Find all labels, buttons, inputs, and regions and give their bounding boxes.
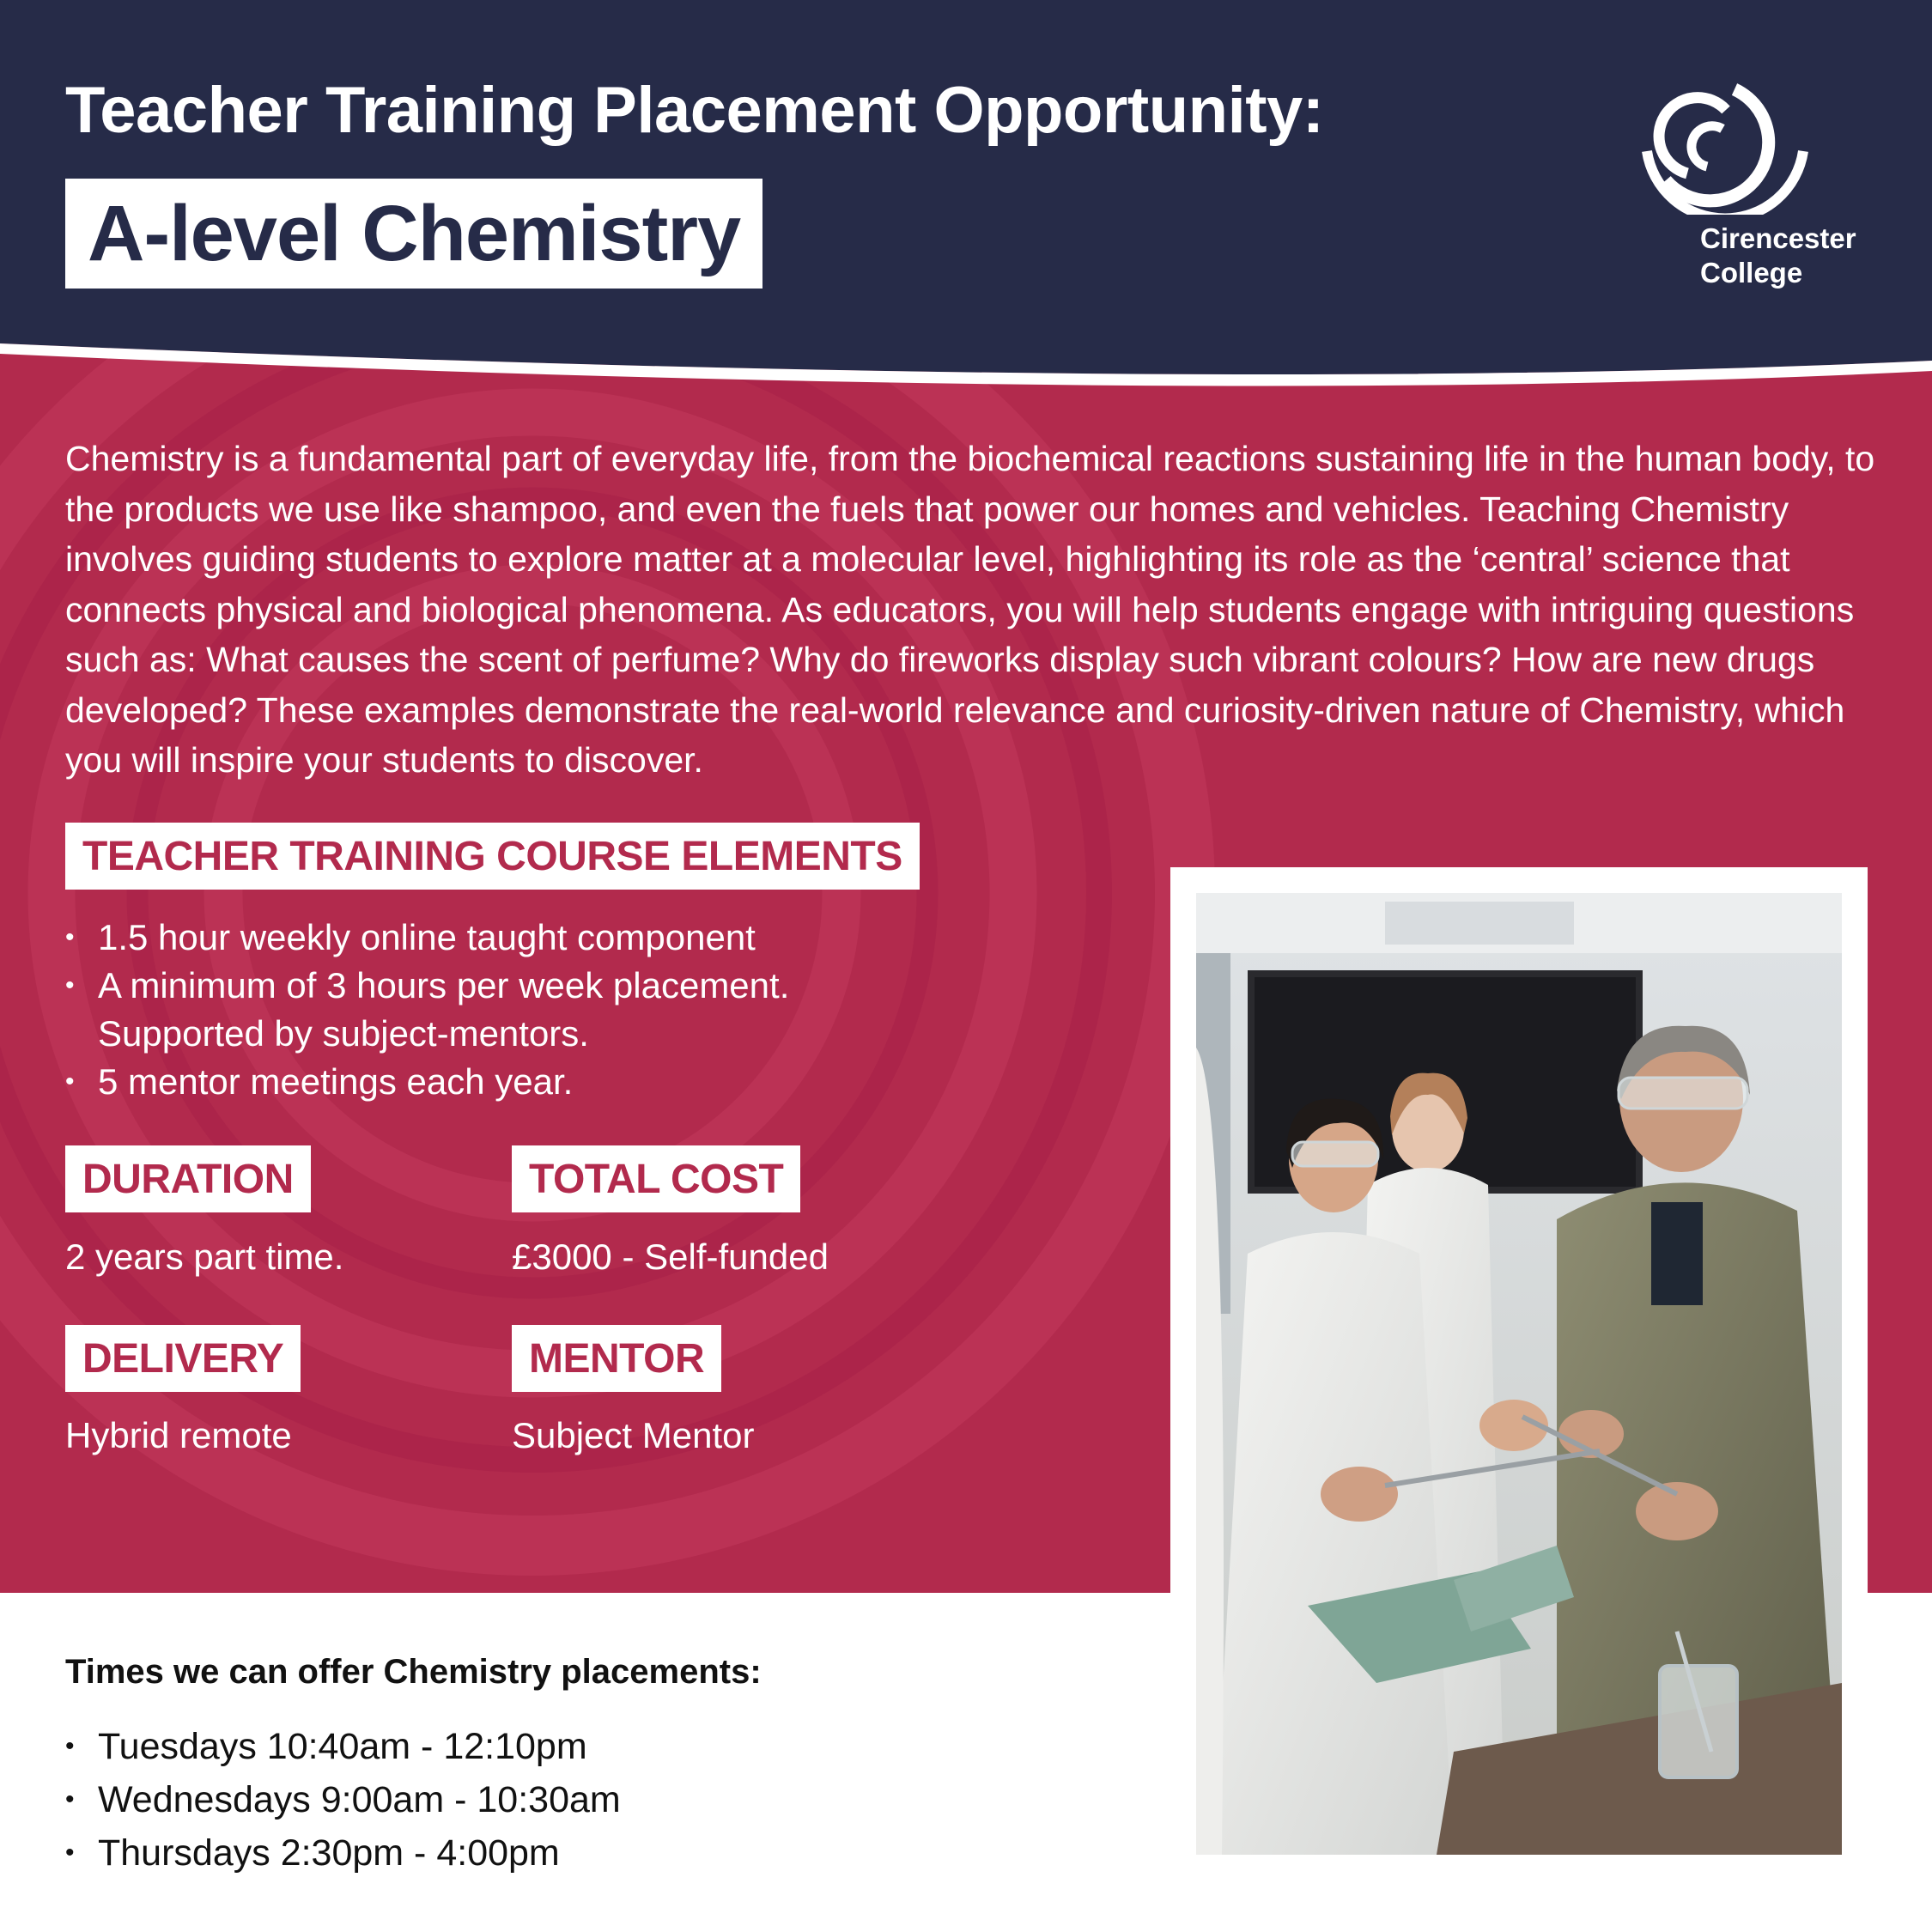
list-item: • Thursdays 2:30pm - 4:00pm [65,1826,621,1880]
header-wave [0,343,1932,404]
header-banner [0,0,1932,343]
course-elements-heading-text: TEACHER TRAINING COURSE ELEMENTS [82,833,902,879]
photo-frame [1170,867,1868,1880]
list-item: • 5 mentor meetings each year. [65,1058,789,1106]
subject-title: A-level Chemistry [88,189,741,277]
total-cost-value: £3000 - Self-funded [512,1236,829,1277]
duration-label-text: DURATION [82,1156,294,1202]
college-name [1700,222,1856,290]
times-list [65,1720,621,1880]
total-cost-label [512,1145,800,1212]
intro-paragraph: Chemistry is a fundamental part of everyday life, from the biochemical reactions sustaining life in the human body, to the products we use like shampoo, and even the fuels that power our homes and vehicles. Teaching Chemistry involves guiding students to explore matter at a molecular level, highlighting its role as the ‘central’ science that connects physical and biological phenomena. As educators, you will help students engage with intriguing questions such as: What causes the scent of perfume? Why do fireworks display such vibrant colours? How are new drugs developed? These examples demonstrate the real-world relevance and curiosity-driven nature of Chemistry, which you will inspire your students to discover. [65,439,1875,780]
times-heading: Times we can offer Chemistry placements: [65,1653,762,1691]
course-elements-list [65,914,789,1106]
delivery-label-text: DELIVERY [82,1335,284,1382]
list-item: • Tuesdays 10:40am - 12:10pm [65,1720,621,1773]
college-name-line2: College [1700,257,1803,289]
college-logo-icon [1640,77,1812,215]
page-title: Teacher Training Placement Opportunity: [65,74,1324,147]
lab-photo [1196,893,1842,1855]
mentor-label [512,1325,721,1392]
duration-label [65,1145,311,1212]
list-item: • Wednesdays 9:00am - 10:30am [65,1773,621,1826]
list-item-continuation: Supported by subject-mentors. [98,1013,589,1054]
list-item: • 1.5 hour weekly online taught component [65,914,789,962]
mentor-value: Subject Mentor [512,1415,755,1455]
delivery-value: Hybrid remote [65,1415,292,1455]
duration-value: 2 years part time. [65,1236,344,1277]
mentor-label-text: MENTOR [529,1335,705,1382]
list-item: • A minimum of 3 hours per week placement. [65,962,789,1010]
college-name-line1: Cirencester [1700,222,1856,254]
subject-title-box [65,179,762,289]
total-cost-label-text: TOTAL COST [529,1156,784,1202]
delivery-label [65,1325,301,1392]
course-elements-heading [65,823,920,890]
